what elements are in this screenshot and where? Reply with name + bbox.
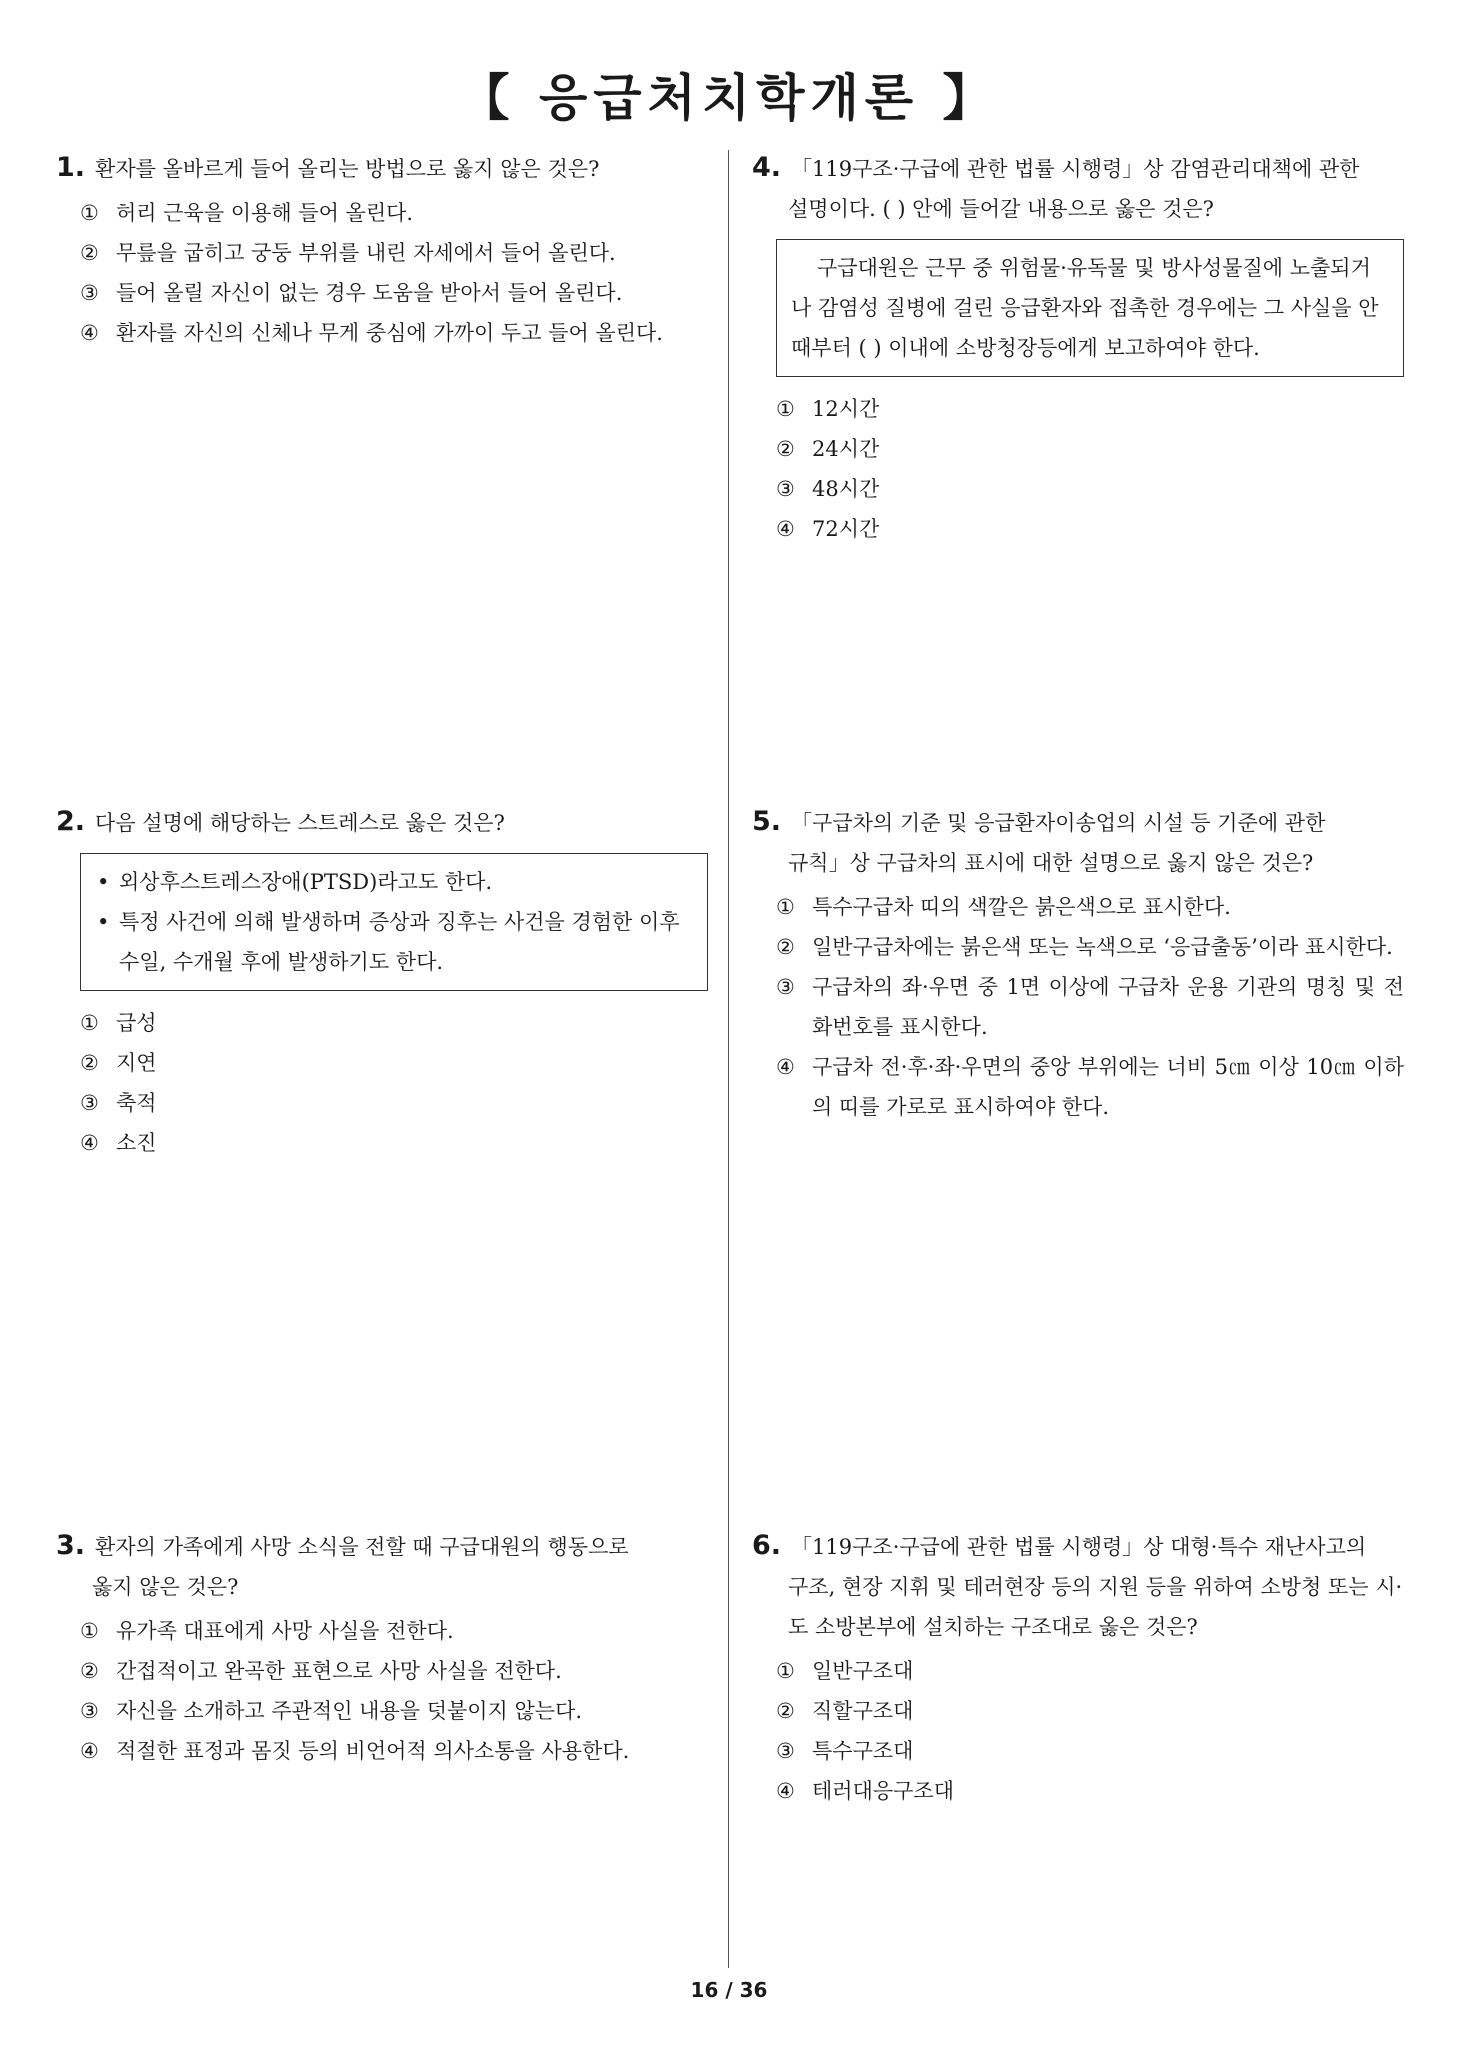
- question-stem: 「119구조·구급에 관한 법률 시행령」상 대형·특수 재난사고의: [791, 1535, 1367, 1559]
- option-marker: ①: [776, 895, 795, 919]
- option-marker: ④: [776, 1055, 795, 1079]
- page-number: 16 / 36: [690, 1978, 768, 2002]
- question-number: 5.: [752, 806, 782, 837]
- question-info-box: [80, 853, 708, 991]
- option-marker: ③: [80, 1699, 99, 1723]
- option-text: 테러대응구조대: [812, 1779, 955, 1803]
- question-stem-continued: 옳지 않은 것은?: [92, 1575, 239, 1599]
- question-header: [752, 802, 1404, 843]
- column-divider: [728, 150, 729, 1968]
- option-marker: ②: [80, 1659, 99, 1683]
- option-text: 24시간: [812, 437, 880, 461]
- bullet-dot: •: [97, 870, 110, 894]
- question-header: [56, 1526, 708, 1567]
- option-text: 적절한 표정과 몸짓 등의 비언어적 의사소통을 사용한다.: [116, 1739, 630, 1763]
- option-marker: ①: [80, 1011, 99, 1035]
- question-number: 1.: [56, 152, 86, 183]
- answer-options: [752, 1651, 1404, 1811]
- answer-options: [56, 1611, 708, 1771]
- option-marker: ④: [776, 1779, 795, 1803]
- question-info-box: [776, 239, 1404, 377]
- option-marker: ②: [80, 1051, 99, 1075]
- bullet-text: 특정 사건에 의해 발생하며 증상과 징후는 사건을 경험한 이후 수일, 수개월 후에 발생하기도 한다.: [119, 910, 680, 974]
- question-stem: 환자의 가족에게 사망 소식을 전할 때 구급대원의 행동으로: [95, 1535, 629, 1559]
- answer-option-1[interactable]: [752, 887, 1404, 927]
- option-text: 들어 올릴 자신이 없는 경우 도움을 받아서 들어 올린다.: [116, 281, 623, 305]
- option-text: 급성: [116, 1011, 157, 1035]
- answer-option-4[interactable]: [752, 1771, 1404, 1811]
- answer-option-1[interactable]: [56, 1003, 708, 1043]
- answer-option-3[interactable]: [56, 1083, 708, 1123]
- question-header: [752, 1526, 1404, 1567]
- option-text: 구급차 전·후·좌·우면의 중앙 부위에는 너비 5㎝ 이상 10㎝ 이하의 띠를 가로로 표시하여야 한다.: [812, 1055, 1404, 1119]
- question-number: 4.: [752, 152, 782, 183]
- question-5: [752, 802, 1404, 1127]
- option-text: 무릎을 굽히고 궁둥 부위를 내린 자세에서 들어 올린다.: [116, 241, 616, 265]
- option-marker: ③: [80, 281, 99, 305]
- question-stem: 「구급차의 기준 및 응급환자이송업의 시설 등 기준에 관한: [791, 811, 1326, 835]
- question-3: [56, 1526, 708, 1771]
- option-text: 일반구급차에는 붉은색 또는 녹색으로 ‘응급출동’이라 표시한다.: [812, 935, 1393, 959]
- answer-option-3[interactable]: [752, 967, 1404, 1047]
- option-marker: ②: [776, 935, 795, 959]
- option-marker: ④: [80, 321, 99, 345]
- question-stem: 다음 설명에 해당하는 스트레스로 옳은 것은?: [95, 811, 505, 835]
- answer-options: [56, 193, 708, 353]
- answer-option-2[interactable]: [56, 1651, 708, 1691]
- answer-options: [56, 1003, 708, 1163]
- option-text: 환자를 자신의 신체나 무게 중심에 가까이 두고 들어 올린다.: [116, 321, 663, 345]
- option-text: 특수구급차 띠의 색깔은 붉은색으로 표시한다.: [812, 895, 1231, 919]
- option-marker: ④: [776, 517, 795, 541]
- answer-option-2[interactable]: [752, 429, 1404, 469]
- option-marker: ②: [80, 241, 99, 265]
- option-marker: ①: [776, 397, 795, 421]
- option-marker: ②: [776, 437, 795, 461]
- answer-option-1[interactable]: [752, 389, 1404, 429]
- option-text: 유가족 대표에게 사망 사실을 전한다.: [116, 1619, 454, 1643]
- option-text: 48시간: [812, 477, 880, 501]
- page-title: 【 응급처치학개론 】: [459, 69, 999, 127]
- question-6: [752, 1526, 1404, 1811]
- question-2: [56, 802, 708, 1163]
- info-bullet: [95, 902, 693, 982]
- option-text: 12시간: [812, 397, 880, 421]
- question-stem-continued: 구조, 현장 지휘 및 테러현장 등의 지원 등을 위하여 소방청 또는 시·도 소방본부에 설치하는 구조대로 옳은 것은?: [788, 1575, 1403, 1639]
- option-marker: ①: [80, 1619, 99, 1643]
- option-text: 지연: [116, 1051, 157, 1075]
- answer-option-3[interactable]: [752, 469, 1404, 509]
- answer-option-3[interactable]: [56, 1691, 708, 1731]
- answer-option-4[interactable]: [752, 509, 1404, 549]
- question-number: 2.: [56, 806, 86, 837]
- option-marker: ③: [80, 1091, 99, 1115]
- answer-options: [752, 389, 1404, 549]
- option-marker: ③: [776, 975, 795, 999]
- answer-option-3[interactable]: [752, 1731, 1404, 1771]
- option-marker: ④: [80, 1739, 99, 1763]
- question-4: [752, 148, 1404, 549]
- option-marker: ①: [80, 201, 99, 225]
- question-stem: 「119구조·구급에 관한 법률 시행령」상 감염관리대책에 관한: [791, 157, 1360, 181]
- info-box-text: 구급대원은 근무 중 위험물·유독물 및 방사성물질에 노출되거나 감염성 질병에 걸린 응급환자와 접촉한 경우에는 그 사실을 안 때부터 ( ) 이내에 소방청장등에게 보고하여야 한다.: [791, 256, 1379, 360]
- bullet-dot: •: [97, 910, 110, 934]
- answer-option-4[interactable]: [56, 1123, 708, 1163]
- question-stem: 환자를 올바르게 들어 올리는 방법으로 옳지 않은 것은?: [95, 157, 600, 181]
- option-marker: ③: [776, 1739, 795, 1763]
- option-text: 직할구조대: [812, 1699, 914, 1723]
- question-stem-continued: 규칙」상 구급차의 표시에 대한 설명으로 옳지 않은 것은?: [788, 851, 1314, 875]
- question-number: 3.: [56, 1530, 86, 1561]
- option-marker: ①: [776, 1659, 795, 1683]
- question-1: [56, 148, 708, 353]
- option-text: 자신을 소개하고 주관적인 내용을 덧붙이지 않는다.: [116, 1699, 583, 1723]
- answer-option-1[interactable]: [752, 1651, 1404, 1691]
- answer-option-4[interactable]: [56, 1731, 708, 1771]
- option-text: 구급차의 좌·우면 중 1면 이상에 구급차 운용 기관의 명칭 및 전화번호를 표시한다.: [812, 975, 1404, 1039]
- option-marker: ④: [80, 1131, 99, 1155]
- option-text: 축적: [116, 1091, 157, 1115]
- question-header: [56, 802, 708, 843]
- question-header: [752, 148, 1404, 189]
- answer-options: [752, 887, 1404, 1127]
- option-text: 허리 근육을 이용해 들어 올린다.: [116, 201, 414, 225]
- answer-option-2[interactable]: [752, 1691, 1404, 1731]
- answer-option-1[interactable]: [56, 193, 708, 233]
- option-marker: ③: [776, 477, 795, 501]
- answer-option-3[interactable]: [56, 273, 708, 313]
- option-text: 72시간: [812, 517, 880, 541]
- answer-option-2[interactable]: [752, 927, 1404, 967]
- question-stem-continued: 설명이다. ( ) 안에 들어갈 내용으로 옳은 것은?: [788, 197, 1214, 221]
- bullet-text: 외상후스트레스장애(PTSD)라고도 한다.: [119, 870, 493, 894]
- question-number: 6.: [752, 1530, 782, 1561]
- option-text: 일반구조대: [812, 1659, 914, 1683]
- option-text: 소진: [116, 1131, 157, 1155]
- info-bullet: [95, 862, 693, 902]
- answer-option-4[interactable]: [752, 1047, 1404, 1127]
- answer-option-2[interactable]: [56, 1043, 708, 1083]
- question-header: [56, 148, 708, 189]
- option-text: 특수구조대: [812, 1739, 914, 1763]
- answer-option-4[interactable]: [56, 313, 708, 353]
- option-text: 간접적이고 완곡한 표현으로 사망 사실을 전한다.: [116, 1659, 562, 1683]
- answer-option-1[interactable]: [56, 1611, 708, 1651]
- answer-option-2[interactable]: [56, 233, 708, 273]
- option-marker: ②: [776, 1699, 795, 1723]
